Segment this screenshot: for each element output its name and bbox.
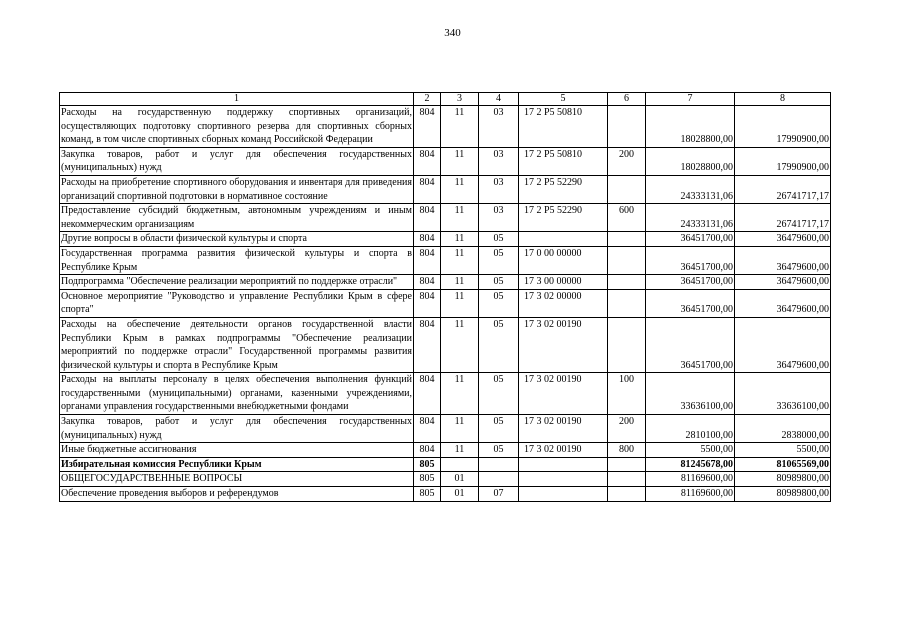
amount-year1-cell: 81169600,00 (646, 472, 735, 487)
subsection-code-cell: 05 (479, 317, 519, 372)
table-row (60, 147, 831, 175)
expense-type-cell (608, 487, 646, 502)
target-article-cell: 17 3 02 00000 (519, 289, 608, 317)
target-article-cell: 17 2 P5 52290 (519, 204, 608, 232)
target-article-cell: 17 3 02 00190 (519, 317, 608, 372)
row-name-cell: Расходы на выплаты персоналу в целях обеспечения выполнения функций государственными (муниципальными) органами, казенными учреждениями, органами управления государственными внебюджетными фондами (60, 373, 414, 415)
ved-code-cell: 804 (414, 147, 441, 175)
row-name-cell: Основное мероприятие "Руководство и управление Республики Крым в сфере спорта" (60, 289, 414, 317)
target-article-cell: 17 0 00 00000 (519, 246, 608, 274)
amount-year1-cell: 36451700,00 (646, 289, 735, 317)
section-code-cell: 11 (441, 275, 479, 290)
header-cell: 5 (519, 93, 608, 106)
target-article-cell (519, 232, 608, 247)
table-row (60, 106, 831, 148)
ved-code-cell: 804 (414, 175, 441, 203)
ved-code-cell: 804 (414, 373, 441, 415)
table-row (60, 175, 831, 203)
amount-year2-cell: 26741717,17 (735, 175, 831, 203)
section-code-cell: 01 (441, 472, 479, 487)
section-code-cell: 11 (441, 204, 479, 232)
subsection-code-cell: 05 (479, 373, 519, 415)
row-name-cell: Расходы на приобретение спортивного оборудования и инвентаря для приведения организаций спортивной подготовки в нормативное состояние (60, 175, 414, 203)
ved-code-cell: 804 (414, 289, 441, 317)
amount-year1-cell: 24333131,06 (646, 175, 735, 203)
expense-type-cell (608, 246, 646, 274)
row-name-cell: Предоставление субсидий бюджетным, автономным учреждениям и иным некоммерческим организациям (60, 204, 414, 232)
row-name-cell: Закупка товаров, работ и услуг для обеспечения государственных (муниципальных) нужд (60, 147, 414, 175)
amount-year2-cell: 5500,00 (735, 443, 831, 458)
amount-year1-cell: 36451700,00 (646, 232, 735, 247)
amount-year2-cell: 36479600,00 (735, 275, 831, 290)
amount-year1-cell: 36451700,00 (646, 317, 735, 372)
header-cell: 2 (414, 93, 441, 106)
amount-year1-cell: 18028800,00 (646, 106, 735, 148)
table-row (60, 443, 831, 458)
table-row (60, 487, 831, 502)
subsection-code-cell: 05 (479, 443, 519, 458)
table-row (60, 373, 831, 415)
target-article-cell: 17 2 P5 52290 (519, 175, 608, 203)
amount-year2-cell: 26741717,17 (735, 204, 831, 232)
amount-year1-cell: 18028800,00 (646, 147, 735, 175)
subsection-code-cell: 03 (479, 106, 519, 148)
subsection-code-cell: 05 (479, 275, 519, 290)
subsection-code-cell: 07 (479, 487, 519, 502)
section-code-cell: 01 (441, 487, 479, 502)
amount-year2-cell: 36479600,00 (735, 246, 831, 274)
ved-code-cell: 805 (414, 457, 441, 472)
target-article-cell: 17 3 00 00000 (519, 275, 608, 290)
target-article-cell (519, 457, 608, 472)
expense-type-cell: 200 (608, 415, 646, 443)
amount-year1-cell: 2810100,00 (646, 415, 735, 443)
row-name-cell: Подпрограмма "Обеспечение реализации мероприятий по поддержке отрасли" (60, 275, 414, 290)
expense-type-cell: 600 (608, 204, 646, 232)
section-code-cell: 11 (441, 175, 479, 203)
row-name-cell: ОБЩЕГОСУДАРСТВЕННЫЕ ВОПРОСЫ (60, 472, 414, 487)
table-header-row (60, 93, 831, 106)
subsection-code-cell: 05 (479, 232, 519, 247)
amount-year1-cell: 33636100,00 (646, 373, 735, 415)
amount-year1-cell: 36451700,00 (646, 246, 735, 274)
section-code-cell: 11 (441, 443, 479, 458)
subsection-code-cell (479, 457, 519, 472)
table-row (60, 232, 831, 247)
subsection-code-cell: 03 (479, 175, 519, 203)
ved-code-cell: 805 (414, 487, 441, 502)
row-name-cell: Другие вопросы в области физической культуры и спорта (60, 232, 414, 247)
target-article-cell (519, 487, 608, 502)
target-article-cell: 17 3 02 00190 (519, 373, 608, 415)
amount-year1-cell: 5500,00 (646, 443, 735, 458)
header-cell: 1 (60, 93, 414, 106)
ved-code-cell: 804 (414, 317, 441, 372)
subsection-code-cell: 03 (479, 204, 519, 232)
row-name-cell: Иные бюджетные ассигнования (60, 443, 414, 458)
row-name-cell: Государственная программа развития физической культуры и спорта в Республике Крым (60, 246, 414, 274)
expense-type-cell (608, 106, 646, 148)
table-row (60, 457, 831, 472)
subsection-code-cell (479, 472, 519, 487)
section-code-cell: 11 (441, 232, 479, 247)
amount-year1-cell: 81169600,00 (646, 487, 735, 502)
row-name-cell: Расходы на государственную поддержку спортивных организаций, осуществляющих подготовку спортивного резерва для спортивных сборных команд, в том числе спортивных сборных команд Российской Федерации (60, 106, 414, 148)
amount-year2-cell: 36479600,00 (735, 289, 831, 317)
amount-year1-cell: 81245678,00 (646, 457, 735, 472)
expense-type-cell: 200 (608, 147, 646, 175)
table-row (60, 275, 831, 290)
target-article-cell: 17 2 P5 50810 (519, 106, 608, 148)
page-number: 340 (444, 27, 461, 39)
ved-code-cell: 804 (414, 204, 441, 232)
ved-code-cell: 805 (414, 472, 441, 487)
amount-year1-cell: 36451700,00 (646, 275, 735, 290)
table-row (60, 289, 831, 317)
amount-year2-cell: 2838000,00 (735, 415, 831, 443)
table-row (60, 415, 831, 443)
amount-year2-cell: 17990900,00 (735, 147, 831, 175)
table-row (60, 204, 831, 232)
amount-year2-cell: 80989800,00 (735, 472, 831, 487)
expense-type-cell (608, 472, 646, 487)
expense-type-cell (608, 457, 646, 472)
expense-type-cell (608, 289, 646, 317)
section-code-cell: 11 (441, 373, 479, 415)
table-row (60, 317, 831, 372)
section-code-cell: 11 (441, 317, 479, 372)
header-cell: 8 (735, 93, 831, 106)
expense-type-cell: 100 (608, 373, 646, 415)
target-article-cell (519, 472, 608, 487)
header-cell: 6 (608, 93, 646, 106)
expense-type-cell: 800 (608, 443, 646, 458)
table-row (60, 246, 831, 274)
row-name-cell: Избирательная комиссия Республики Крым (60, 457, 414, 472)
target-article-cell: 17 3 02 00190 (519, 443, 608, 458)
header-cell: 4 (479, 93, 519, 106)
amount-year2-cell: 36479600,00 (735, 232, 831, 247)
amount-year2-cell: 36479600,00 (735, 317, 831, 372)
section-code-cell: 11 (441, 106, 479, 148)
section-code-cell: 11 (441, 415, 479, 443)
section-code-cell: 11 (441, 246, 479, 274)
row-name-cell: Расходы на обеспечение деятельности органов государственной власти Республики Крым в рамках подпрограммы "Обеспечение реализации мероприятий по поддержке отрасли" Государственной программы развития физической культуры и спорта в Республике Крым (60, 317, 414, 372)
target-article-cell: 17 2 P5 50810 (519, 147, 608, 175)
row-name-cell: Закупка товаров, работ и услуг для обеспечения государственных (муниципальных) нужд (60, 415, 414, 443)
target-article-cell: 17 3 02 00190 (519, 415, 608, 443)
expense-type-cell (608, 175, 646, 203)
expense-type-cell (608, 275, 646, 290)
subsection-code-cell: 05 (479, 415, 519, 443)
section-code-cell (441, 457, 479, 472)
ved-code-cell: 804 (414, 106, 441, 148)
amount-year1-cell: 24333131,06 (646, 204, 735, 232)
budget-table (59, 92, 831, 502)
section-code-cell: 11 (441, 289, 479, 317)
row-name-cell: Обеспечение проведения выборов и референдумов (60, 487, 414, 502)
expense-type-cell (608, 232, 646, 247)
amount-year2-cell: 81065569,00 (735, 457, 831, 472)
amount-year2-cell: 80989800,00 (735, 487, 831, 502)
header-cell: 3 (441, 93, 479, 106)
subsection-code-cell: 05 (479, 289, 519, 317)
subsection-code-cell: 03 (479, 147, 519, 175)
section-code-cell: 11 (441, 147, 479, 175)
header-cell: 7 (646, 93, 735, 106)
ved-code-cell: 804 (414, 232, 441, 247)
subsection-code-cell: 05 (479, 246, 519, 274)
ved-code-cell: 804 (414, 246, 441, 274)
expense-type-cell (608, 317, 646, 372)
amount-year2-cell: 17990900,00 (735, 106, 831, 148)
ved-code-cell: 804 (414, 443, 441, 458)
amount-year2-cell: 33636100,00 (735, 373, 831, 415)
ved-code-cell: 804 (414, 415, 441, 443)
table-row (60, 472, 831, 487)
ved-code-cell: 804 (414, 275, 441, 290)
